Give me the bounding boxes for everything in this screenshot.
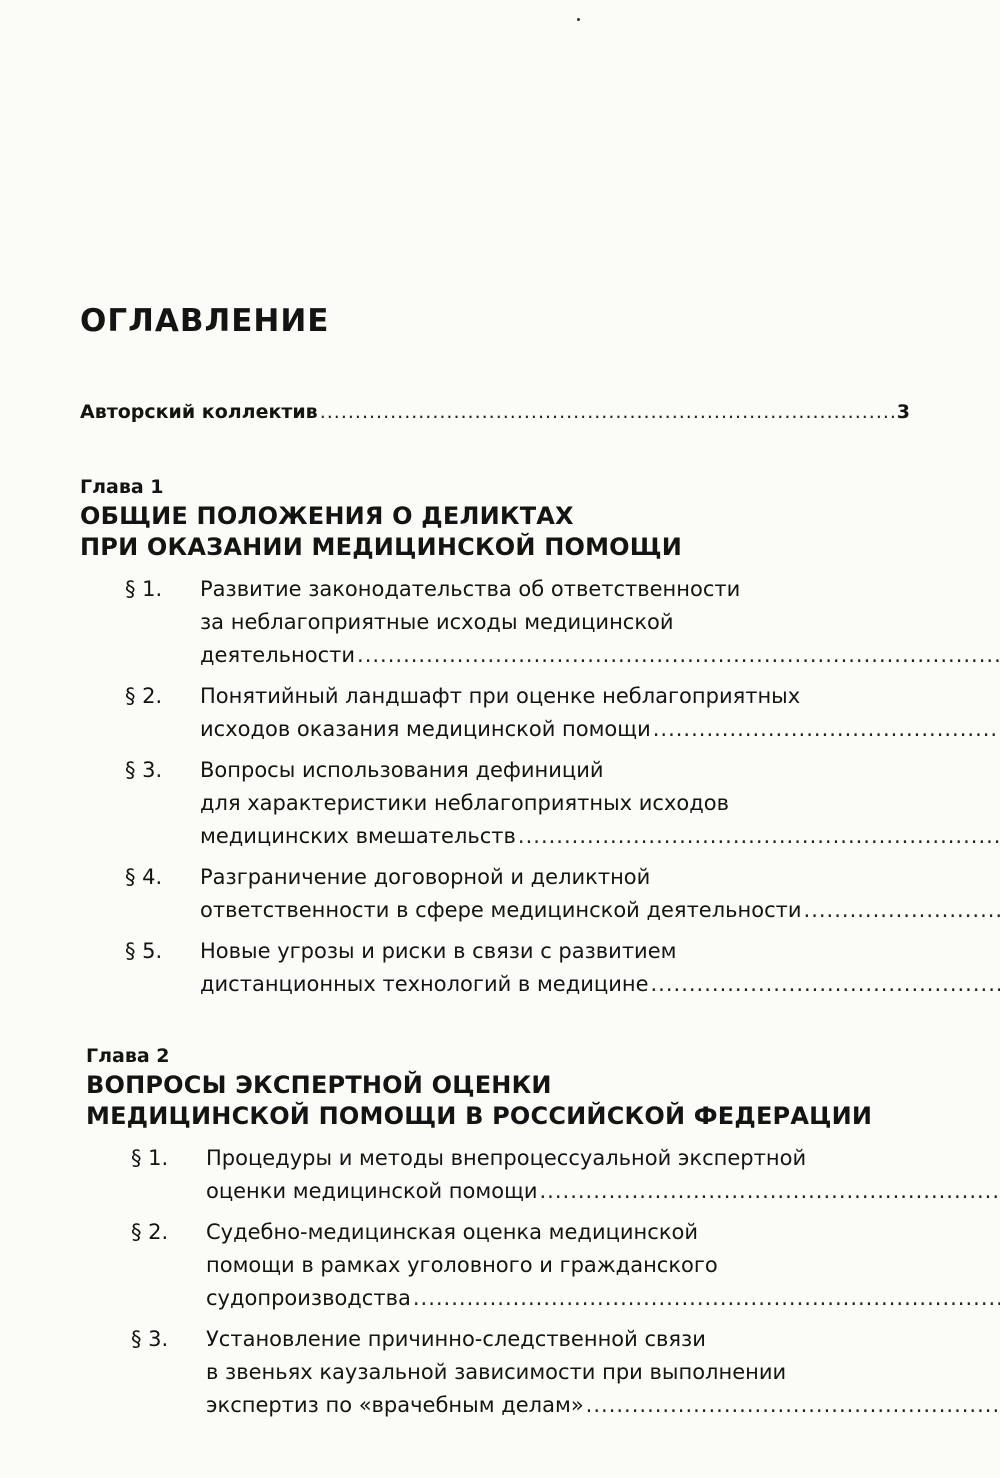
section-title-line: медицинских вмешательств (200, 824, 516, 848)
section-title-line: за неблагоприятные исходы медицинской (200, 610, 674, 634)
toc-entry-authors[interactable] (80, 401, 910, 423)
chapter-2 (86, 1045, 920, 1422)
dot-leader (653, 713, 1000, 746)
chapter-title-line: ОБЩИЕ ПОЛОЖЕНИЯ О ДЕЛИКТАХ (80, 502, 574, 530)
toc-entry-label: Авторский коллектив (80, 401, 318, 423)
section-title-line: для характеристики неблагоприятных исходов (200, 791, 729, 815)
section-title-line: в звеньях каузальной зависимости при выполнении (206, 1360, 787, 1384)
toc-section-1-5[interactable] (80, 935, 920, 1001)
section-number: § 3. (131, 1327, 169, 1351)
chapter-1 (80, 476, 920, 1001)
toc-section-2-2[interactable] (86, 1216, 920, 1315)
section-number: § 5. (125, 939, 163, 963)
section-title-line: помощи в рамках уголовного и гражданского (206, 1253, 718, 1277)
section-title-line: судопроизводства (206, 1286, 411, 1310)
section-title-line: деятельности (200, 643, 356, 667)
section-title-line: оценки медицинской помощи (206, 1179, 538, 1203)
dot-leader (804, 894, 1000, 927)
dot-leader (540, 1175, 1000, 1208)
toc-section-2-1[interactable] (86, 1142, 920, 1208)
toc-section-2-3[interactable] (86, 1323, 920, 1422)
dot-leader (586, 1389, 1000, 1422)
chapter-title[interactable] (80, 501, 920, 563)
toc-page-number: 3 (896, 401, 910, 423)
section-title-line: Судебно-медицинская оценка медицинской (206, 1220, 698, 1244)
toc-section-1-4[interactable] (80, 861, 920, 927)
toc-section-1-2[interactable] (80, 680, 920, 746)
section-title-line: ответственности в сфере медицинской деятельности (200, 898, 802, 922)
chapter-title-line: МЕДИЦИНСКОЙ ПОМОЩИ В РОССИЙСКОЙ ФЕДЕРАЦИИ (86, 1102, 873, 1130)
section-number: § 1. (131, 1146, 169, 1170)
chapter-label: Глава 2 (86, 1045, 170, 1067)
print-speck (577, 18, 580, 21)
dot-leader (518, 820, 1000, 853)
chapter-label: Глава 1 (80, 476, 164, 498)
section-number: § 2. (125, 684, 163, 708)
section-number: § 1. (125, 577, 163, 601)
page-title: ОГЛАВЛЕНИЕ (80, 303, 330, 339)
chapter-title[interactable] (86, 1070, 920, 1132)
section-title-line: дистанционных технологий в медицине (200, 972, 649, 996)
dot-leader (357, 639, 1000, 672)
chapter-title-line: ВОПРОСЫ ЭКСПЕРТНОЙ ОЦЕНКИ (86, 1071, 552, 1099)
section-number: § 3. (125, 758, 163, 782)
toc-section-1-1[interactable] (80, 573, 920, 672)
section-title-line: Новые угрозы и риски в связи с развитием (200, 939, 677, 963)
section-title-line: Процедуры и методы внепроцессуальной экспертной (206, 1146, 807, 1170)
dot-leader (651, 968, 1000, 1001)
section-number: § 4. (125, 865, 163, 889)
section-title-line: Установление причинно-следственной связи (206, 1327, 706, 1351)
section-title-line: Вопросы использования дефиниций (200, 758, 604, 782)
section-title-line: исходов оказания медицинской помощи (200, 717, 651, 741)
section-title-line: Понятийный ландшафт при оценке неблагоприятных (200, 684, 801, 708)
toc-section-1-3[interactable] (80, 754, 920, 853)
section-number: § 2. (131, 1220, 169, 1244)
chapter-title-line: ПРИ ОКАЗАНИИ МЕДИЦИНСКОЙ ПОМОЩИ (80, 533, 683, 561)
section-title-line: экспертиз по «врачебным делам» (206, 1393, 584, 1417)
dot-leader (320, 401, 895, 423)
dot-leader (413, 1282, 1000, 1315)
section-title-line: Разграничение договорной и деликтной (200, 865, 651, 889)
section-title-line: Развитие законодательства об ответственности (200, 577, 741, 601)
